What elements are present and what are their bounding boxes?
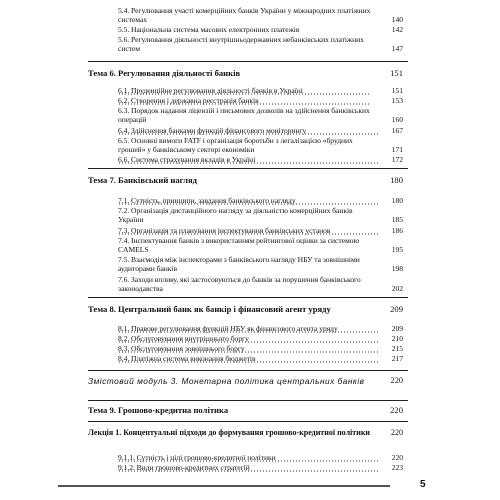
- toc-entry-text: 7.3. Організація та планування інспектування банківських установ: [118, 226, 379, 235]
- toc-entry-text: 9.1.2. Види грошово-кредитних стратегій: [118, 463, 379, 472]
- toc-lecture-1[interactable]: [88, 428, 403, 438]
- toc-entry-9-1-1[interactable]: [118, 453, 403, 462]
- toc-page-number: 220: [390, 405, 403, 415]
- toc-entry-5-6[interactable]: [118, 35, 403, 53]
- toc-page-number: 140: [391, 15, 403, 24]
- toc-lecture-title: Лекція 1. Концептуальні підходи до формування грошово-кредитної політики: [88, 428, 371, 437]
- toc-entry-6-1[interactable]: [118, 86, 403, 95]
- toc-entry-8-4[interactable]: [118, 354, 403, 363]
- toc-page-number: 220: [391, 428, 403, 437]
- toc-entry-6-6[interactable]: [118, 155, 403, 164]
- toc-page-number: 217: [391, 354, 403, 363]
- toc-page-number: 153: [391, 96, 403, 105]
- toc-entry-text: 7.1. Сутність, принципи, завдання банківського нагляду: [118, 196, 379, 205]
- toc-entry-7-4[interactable]: [118, 236, 403, 254]
- toc-topic-title: Тема 9. Грошово-кредитна політика: [88, 405, 229, 415]
- toc-entry-text: 6.4. Здійснення банками функцій фінансового моніторингу: [118, 126, 379, 135]
- toc-page-number: 167: [391, 126, 403, 135]
- footer-rule: [58, 485, 390, 487]
- toc-page-number: 147: [391, 44, 403, 53]
- toc-entry-text: 5.6. Регулювання діяльності внутрішньодержавних небанківських платіжних систем: [118, 35, 364, 53]
- toc-page-number: 223: [391, 463, 403, 472]
- toc-entry-text: 6.6. Система страхування вкладів в Україні: [118, 155, 379, 164]
- toc-entry-text: 5.4. Регулювання участі комерційних банків України у міжнародних платіжних системах: [118, 6, 371, 24]
- toc-entry-text: 8.2. Обслуговування внутрішнього боргу: [118, 334, 379, 343]
- toc-entry-text: 8.4. Платіжна система виконання бюджетів: [118, 354, 379, 363]
- toc-entry-text: 7.6. Заходи впливу, які застосовуються до банків за порушення банківського законодавства: [118, 275, 361, 293]
- toc-page-number: 209: [390, 304, 403, 314]
- toc-module-title: Змістовий модуль 3. Монетарна політика центральних банків: [88, 376, 365, 386]
- toc-entry-8-3[interactable]: [118, 344, 403, 353]
- toc-topic-8[interactable]: [88, 304, 403, 314]
- divider: [88, 400, 408, 401]
- toc-topic-6[interactable]: [88, 68, 403, 78]
- toc-entry-9-1-2[interactable]: [118, 463, 403, 472]
- toc-topic-title: Тема 7. Банківський нагляд: [88, 175, 197, 185]
- toc-entry-8-1[interactable]: [118, 324, 403, 333]
- divider: [88, 421, 408, 422]
- toc-entry-8-2[interactable]: [118, 334, 403, 343]
- toc-page-number: 220: [391, 453, 403, 462]
- toc-page-number: 160: [391, 115, 403, 124]
- toc-entry-7-3[interactable]: [118, 226, 403, 235]
- toc-entry-6-2[interactable]: [118, 96, 403, 105]
- toc-page-number: 210: [391, 334, 403, 343]
- toc-entry-text: 6.1. Пруденційне регулювання діяльності банків в Україні: [118, 86, 369, 95]
- toc-page-number: 198: [391, 264, 403, 273]
- toc-page-number: 195: [391, 245, 403, 254]
- toc-entry-text: 7.4. Інспектування банків з використанням рейтингової оцінки за системою CAMELS: [118, 236, 360, 254]
- toc-page-number: 171: [391, 145, 403, 154]
- toc-topic-title: Тема 6. Регулювання діяльності банків: [88, 68, 241, 78]
- toc-entry-text: 7.5. Взаємодія між інспекторами з банківського нагляду НБУ та зовнішніми аудиторами банків: [118, 255, 360, 273]
- toc-entry-7-2[interactable]: [118, 206, 403, 224]
- toc-page-number: 180: [390, 175, 403, 185]
- toc-entry-6-3[interactable]: [118, 106, 403, 124]
- toc-entry-7-1[interactable]: [118, 196, 403, 205]
- toc-entry-text: 6.5. Основні вимоги FATF і організація боротьби з легалізацією «брудних грошей» у банківському секторі економіки: [118, 136, 353, 154]
- toc-topic-9[interactable]: [88, 405, 403, 415]
- toc-topic-title: Тема 8. Центральний банк як банкір і фінансовий агент уряду: [88, 304, 331, 314]
- toc-page-number: 142: [391, 25, 403, 34]
- divider: [88, 297, 408, 298]
- toc-entry-5-4[interactable]: [118, 6, 403, 24]
- toc-page-number: 172: [391, 155, 403, 164]
- toc-page-number: 220: [390, 376, 403, 385]
- toc-topic-7[interactable]: [88, 175, 403, 185]
- toc-page-number: 202: [391, 284, 403, 293]
- toc-entry-text: 6.2. Створення і державна реєстрація банків: [118, 96, 369, 105]
- toc-entry-text: 8.1. Правове регулювання функцій НБУ як фінансового агента уряду: [118, 324, 379, 333]
- toc-page-number: 151: [391, 86, 403, 95]
- toc-module-3[interactable]: [88, 376, 403, 387]
- toc-entry-text: 8.3. Обслуговування зовнішнього боргу: [118, 344, 379, 353]
- toc-entry-text: 5.5. Національна система масових електронних платежів: [118, 25, 300, 34]
- toc-page-number: 185: [391, 215, 403, 224]
- page-number: 5: [420, 479, 426, 490]
- toc-entry-5-5[interactable]: [118, 25, 403, 34]
- toc-entry-7-5[interactable]: [118, 255, 403, 273]
- toc-page-number: 151: [390, 68, 403, 78]
- toc-entry-text: 9.1.1. Сутність і цілі грошово-кредитної політики: [118, 453, 379, 462]
- divider: [88, 61, 408, 62]
- toc-entry-7-6[interactable]: [118, 275, 403, 293]
- toc-page-number: 215: [391, 344, 403, 353]
- toc-page-number: 180: [391, 196, 403, 205]
- toc-page-number: 209: [391, 324, 403, 333]
- divider: [88, 168, 408, 169]
- toc-entry-text: 7.2. Організація дистанційного нагляду за діяльністю комерційних банків України: [118, 206, 353, 224]
- toc-page-number: 186: [391, 226, 403, 235]
- toc-entry-6-4[interactable]: [118, 126, 403, 135]
- toc-entry-6-5[interactable]: [118, 136, 403, 154]
- divider: [88, 370, 408, 371]
- toc-entry-text: 6.3. Порядок надання ліцензій і письмових дозволів на здійснення банківських операцій: [118, 106, 370, 124]
